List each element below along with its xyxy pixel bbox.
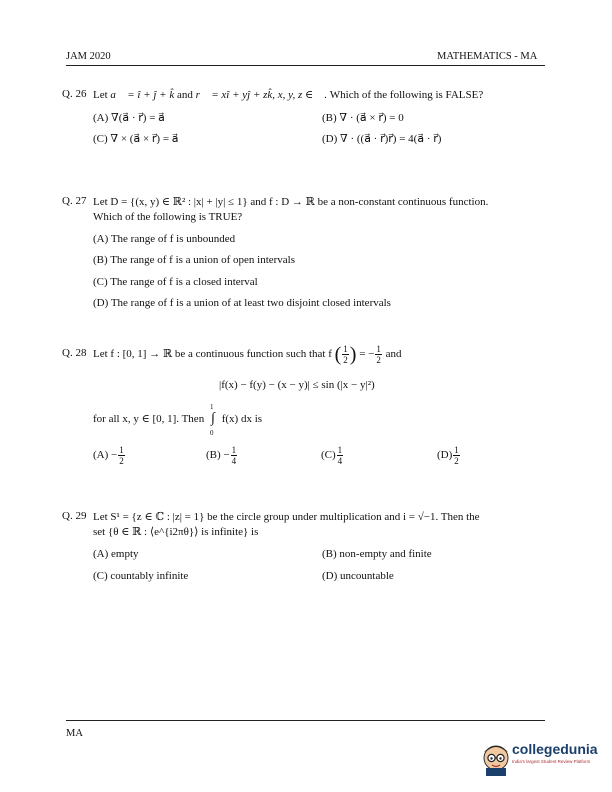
option-d: (D) uncountable — [322, 570, 394, 582]
question-stem-line1: Let D = {(x, y) ∈ ℝ² : |x| + |y| ≤ 1} and f : D → ℝ be a non-constant continuous function. — [93, 196, 489, 208]
question-stem-line2: Which of the following is TRUE? — [93, 211, 243, 223]
question-number: Q. 27 — [62, 195, 87, 207]
option-d: (D) The range of f is a union of at least two disjoint closed intervals — [93, 297, 391, 309]
option-d: (D) ∇ · ((a⃗ · r⃗)r⃗) = 4(a⃗ · r⃗) — [322, 133, 442, 145]
question-number: Q. 28 — [62, 347, 87, 359]
stem-text: and — [177, 89, 193, 101]
question-stem-line2: set {θ ∈ ℝ : ⟨e^{i2πθ}⟩ is infinite} is — [93, 526, 259, 538]
question-stem-line1 — [93, 340, 402, 368]
header-subject: MATHEMATICS - MA — [437, 51, 538, 62]
stem-vector-a: a⃗ = î + ĵ + k̂ — [110, 89, 175, 101]
integral-sign: 1 ∫ 0 — [209, 403, 215, 438]
brand-name: collegedunia — [512, 741, 598, 757]
option-a: (A) empty — [93, 548, 139, 560]
stem-text: f(x) dx is — [221, 413, 263, 425]
option-a: (A) − $\frac{1}{2}$ — [93, 445, 124, 466]
question-stem-line1: Let S¹ = {z ∈ ℂ : |z| = 1} be the circle group under multiplication and i = √−1. Then the — [93, 511, 480, 523]
inequality: |f(x) − f(y) − (x − y)| ≤ sin (|x − y|²) — [219, 379, 375, 391]
question-number: Q. 29 — [62, 510, 87, 522]
stem-text: Which of the following is FALSE? — [329, 89, 484, 101]
stem-text: for all x, y ∈ [0, 1]. Then — [93, 413, 205, 425]
paren-close: ) — [349, 343, 357, 366]
fraction-argument: $\frac{1}{2}$ — [343, 343, 348, 365]
question-stem — [93, 88, 483, 102]
option-d: (D) $\frac{1}{2}$ — [437, 445, 459, 466]
option-c: (C) $\frac{1}{4}$ — [321, 445, 343, 466]
fraction-value: $\frac{1}{2}$ — [376, 343, 381, 365]
stem-text: Let — [93, 89, 108, 101]
footer-subject: MA — [66, 728, 83, 739]
stem-text: Let f : [0, 1] → ℝ be a continuous function such that f — [93, 348, 332, 360]
question-stem-line3 — [93, 403, 263, 438]
option-c: (C) The range of f is a closed interval — [93, 276, 258, 288]
option-c: (C) ∇ × (a⃗ × r⃗) = a⃗ — [93, 133, 179, 145]
stem-text: and — [385, 348, 402, 360]
option-c: (C) countably infinite — [93, 570, 189, 582]
option-a: (A) ∇(a⃗ · r⃗) = a⃗ — [93, 112, 165, 124]
header-exam-title: JAM 2020 — [66, 51, 111, 62]
paren-open: ( — [334, 343, 342, 366]
brand-tagline: India's largest Student Review Platform — [512, 759, 591, 764]
footer-divider — [66, 720, 545, 721]
stem-vector-r: r⃗ = xî + yĵ + zk̂, x, y, z ∈ ℝ. — [195, 89, 328, 101]
question-number: Q. 26 — [62, 88, 87, 100]
option-a: (A) The range of f is unbounded — [93, 233, 236, 245]
option-b: (B) non-empty and finite — [322, 548, 432, 560]
stem-text: = − — [359, 348, 375, 360]
header-divider — [66, 65, 545, 66]
option-b: (B) − $\frac{1}{4}$ — [206, 445, 237, 466]
option-b: (B) The range of f is a union of open intervals — [93, 254, 296, 266]
option-b: (B) ∇ · (a⃗ × r⃗) = 0 — [322, 112, 404, 124]
